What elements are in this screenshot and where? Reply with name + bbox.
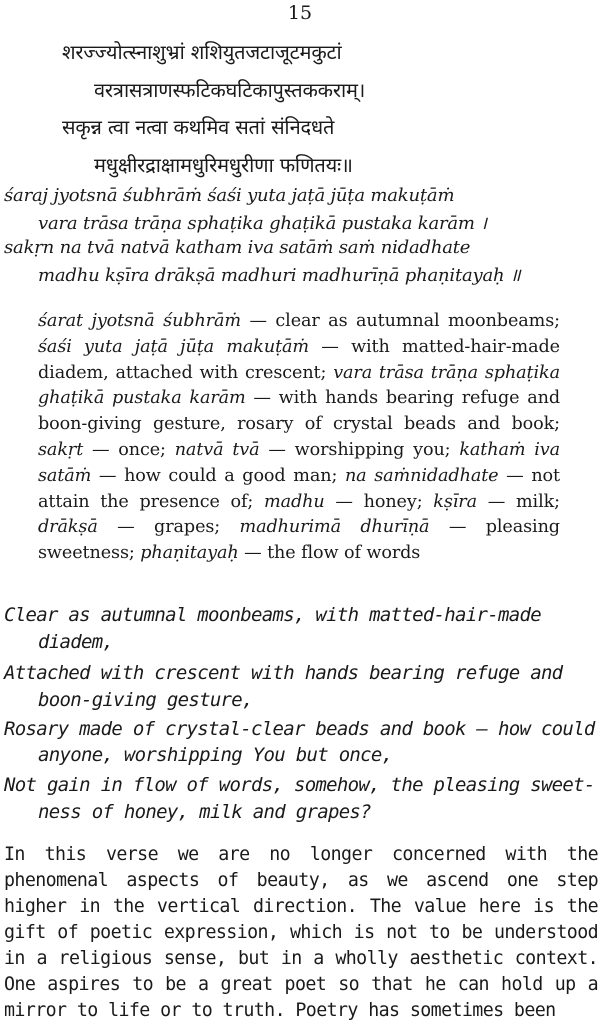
- translation-line: boon-giving gesture,: [38, 689, 253, 711]
- gloss-term: vara trāsa trāṇa sphaṭika ghaṭikā pustaka karām: [38, 362, 561, 409]
- sanskrit-line: वरत्रासत्राणस्फटिकघटिकापुस्तककराम्।: [94, 78, 366, 102]
- commentary-line: In this verse we are no longer concerned with the phenomenal: [4, 844, 598, 891]
- gloss-meaning: once;: [118, 439, 166, 460]
- gloss-meaning: grapes;: [154, 517, 221, 538]
- gloss-term: madhu: [264, 491, 325, 512]
- translation-line: Clear as autumnal moonbeams, with matted-hair-made: [4, 604, 541, 626]
- translation-line: Attached with crescent with hands bearing refuge and: [4, 662, 563, 684]
- gloss-term: natvā tvā: [174, 439, 260, 460]
- transliteration-line: śaraj jyotsnā śubhrāṁ śaśi yuta jaṭā jūṭa makuṭāṁ: [4, 185, 455, 206]
- sanskrit-line: शरज्ज्योत्स्नाशुभ्रां शशियुतजटाजूटमकुटां: [62, 40, 342, 64]
- gloss-meaning: pleasing sweetness;: [38, 517, 560, 564]
- gloss-term: drākṣā: [38, 517, 98, 538]
- gloss-meaning: not attain the presence of;: [38, 465, 561, 512]
- commentary-line: direction. The value here is the gift of poetic expression, which: [4, 896, 598, 943]
- sanskrit-line: सकृन्न त्वा नत्वा कथमिव सतां संनिदधते: [62, 115, 335, 139]
- gloss-meaning: honey;: [363, 491, 423, 512]
- word-glossary: śarat jyotsnā śubhrāṁ — clear as autumnal moonbeams; śaśi yuta jaṭā jūṭa makuṭāṁ — with matted-hair-made diadem, attached with crescent; vara trāsa trāṇa sphaṭika ghaṭikā pustaka karām — with hands bearing refuge and boon-giving gesture, rosary of crystal beads and book; sakṛt — once; natvā tvā — worshipping you; kathaṁ iva satāṁ — how could a good man; na saṁnidadhate — not attain the presence of; madhu — honey; kṣīra — milk; drākṣā — grapes; madhurimā dhurīṇā — pleasing sweetness; phaṇitayaḥ — the flow of words: [38, 311, 561, 564]
- transliteration-line: madhu kṣīra drākṣā madhuri madhurīṇā phaṇitayaḥ ॥: [38, 265, 521, 286]
- translation-line: anyone, worshipping You but once,: [38, 744, 393, 766]
- sanskrit-line: मधुक्षीरद्राक्षामधुरिमधुरीणा फणितयः॥: [94, 153, 353, 177]
- gloss-meaning: clear as autumnal moonbeams;: [275, 311, 560, 331]
- translation-line: Not gain in flow of words, somehow, the pleasing sweet-: [4, 774, 595, 796]
- gloss-term: madhurimā dhurīṇā: [239, 517, 430, 538]
- translation-line: diadem,: [38, 631, 114, 653]
- gloss-meaning: milk;: [515, 491, 560, 512]
- page-number: 15: [287, 2, 313, 24]
- gloss-term: na saṁnidadhate: [344, 465, 499, 486]
- translation-line: ness of honey, milk and grapes?: [38, 801, 371, 823]
- gloss-meaning: worshipping you;: [294, 439, 451, 460]
- gloss-term: phaṇitayaḥ: [140, 543, 239, 564]
- gloss-meaning: with matted-hair-made diadem, attached with crescent;: [38, 336, 560, 383]
- commentary-line: aesthetic context. One aspires to be a great poet so that he can: [4, 948, 598, 995]
- transliteration-line: vara trāsa trāṇa sphaṭika ghaṭikā pustaka karām ।: [38, 213, 487, 234]
- commentary-line: is not to be understood in a religious sense, but in a wholly: [4, 922, 598, 969]
- gloss-term: śaśi yuta jaṭā jūṭa makuṭāṁ: [38, 336, 310, 357]
- commentary-paragraph: [4, 842, 598, 1024]
- gloss-term: kṣīra: [433, 491, 477, 512]
- gloss-term: kathaṁ iva satāṁ: [38, 439, 561, 486]
- gloss-meaning: with hands bearing refuge and boon-giving gesture, rosary of crystal beads and book;: [38, 388, 560, 435]
- gloss-meaning: the flow of words: [267, 543, 421, 564]
- translation-line: Rosary made of crystal-clear beads and book — how could: [4, 718, 595, 740]
- gloss-term: śarat jyotsnā śubhrāṁ: [38, 311, 241, 331]
- commentary-line: hold up a mirror to life or to truth. Poetry has sometimes been: [4, 974, 599, 1021]
- gloss-term: sakṛt: [38, 439, 84, 460]
- transliteration-line: sakṛn na tvā natvā katham iva satāṁ saṁ nidadhate: [4, 237, 471, 258]
- commentary-line: aspects of beauty, as we ascend one step higher in the vertical: [4, 870, 599, 917]
- gloss-meaning: how could a good man;: [124, 465, 338, 486]
